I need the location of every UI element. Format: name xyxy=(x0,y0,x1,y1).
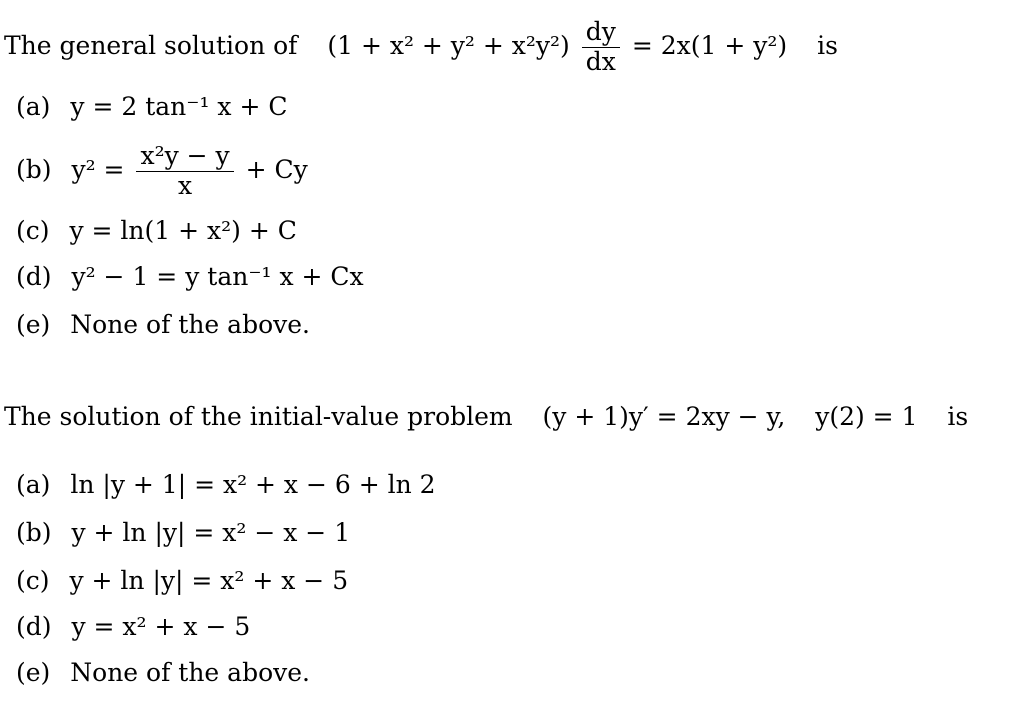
question-1-lhs: (1 + x² + y² + x²y²) xyxy=(327,30,570,60)
q1-option-d[interactable] xyxy=(16,264,364,289)
option-label: (c) xyxy=(16,566,50,595)
q1-option-a[interactable] xyxy=(16,94,287,119)
fraction-numerator: x²y − y xyxy=(136,142,233,172)
q1-option-b[interactable] xyxy=(16,142,308,201)
option-label: (e) xyxy=(16,658,51,687)
question-1-prefix: The general solution of xyxy=(4,30,298,60)
option-expression: y + ln |y| = x² + x − 5 xyxy=(69,566,349,595)
q1-option-c[interactable] xyxy=(16,218,297,243)
option-expression: ln |y + 1| = x² + x − 6 + ln 2 xyxy=(70,470,436,499)
option-label: (e) xyxy=(16,310,51,339)
question-2-equation: (y + 1)y′ = 2xy − y, xyxy=(542,402,786,431)
question-2-prefix: The solution of the initial-value problem xyxy=(4,402,513,431)
fraction-denominator: x xyxy=(178,170,193,200)
option-expression: y² − 1 = y tan⁻¹ x + Cx xyxy=(71,262,364,291)
q2-option-c[interactable] xyxy=(16,568,348,593)
question-2-condition: y(2) = 1 xyxy=(815,402,918,431)
option-expression: y = ln(1 + x²) + C xyxy=(69,216,297,245)
q2-option-b[interactable] xyxy=(16,520,350,545)
option-expression: None of the above. xyxy=(70,658,310,687)
question-2-suffix: is xyxy=(947,402,969,431)
option-label: (c) xyxy=(16,216,50,245)
option-label: (a) xyxy=(16,92,51,121)
option-expression: None of the above. xyxy=(70,310,310,339)
question-1-statement xyxy=(4,18,838,77)
question-1-suffix: is xyxy=(817,30,838,60)
option-expression-rhs: + Cy xyxy=(245,154,308,184)
q2-option-a[interactable] xyxy=(16,472,436,497)
question-2-statement xyxy=(4,404,968,429)
question-1-derivative xyxy=(582,18,620,77)
option-label: (d) xyxy=(16,262,52,291)
option-expression: y + ln |y| = x² − x − 1 xyxy=(71,518,351,547)
option-label: (b) xyxy=(16,154,52,184)
question-1-rhs: = 2x(1 + y²) xyxy=(631,30,788,60)
option-expression: y = 2 tan⁻¹ x + C xyxy=(70,92,288,121)
option-fraction xyxy=(136,142,233,201)
q1-option-e[interactable] xyxy=(16,312,310,337)
q2-option-d[interactable] xyxy=(16,614,250,639)
derivative-numerator: dy xyxy=(582,18,620,48)
q2-option-e[interactable] xyxy=(16,660,310,685)
option-label: (b) xyxy=(16,518,52,547)
option-label: (d) xyxy=(16,612,52,641)
option-expression: y = x² + x − 5 xyxy=(71,612,251,641)
option-expression-lhs: y² = xyxy=(71,154,125,184)
derivative-denominator: dx xyxy=(585,46,616,76)
option-label: (a) xyxy=(16,470,51,499)
